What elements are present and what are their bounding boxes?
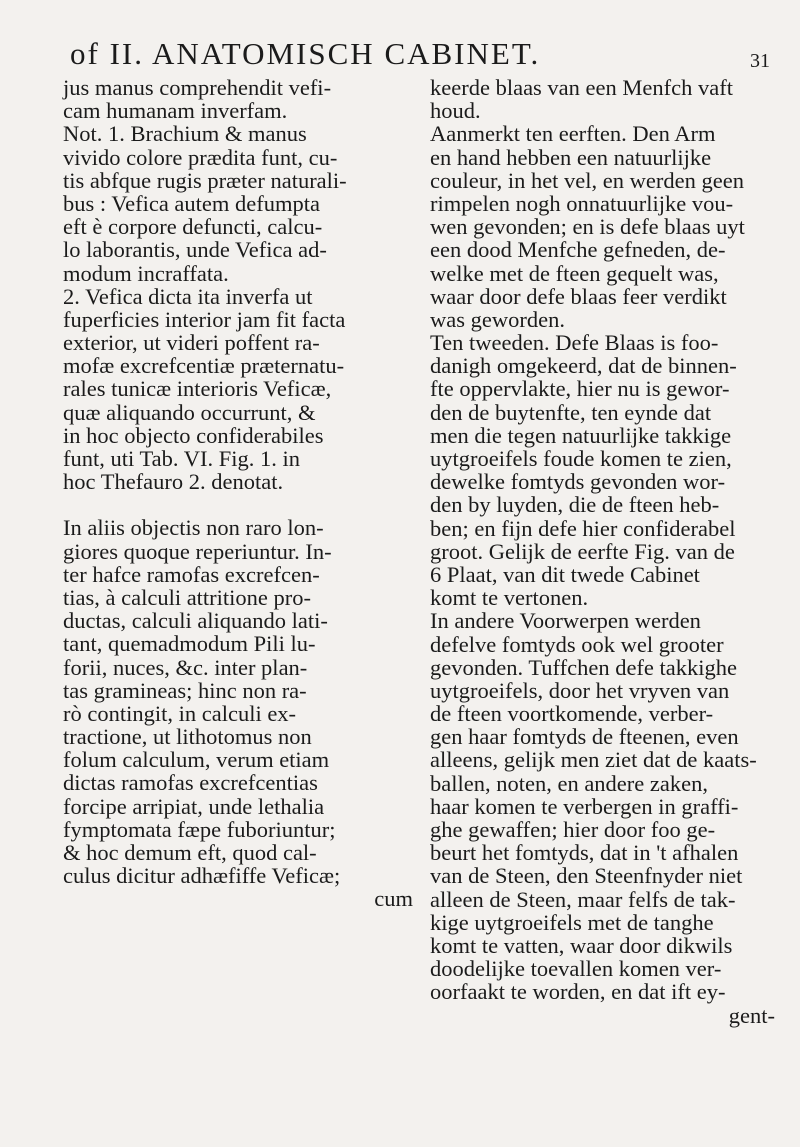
text-line: rales tunicæ interioris Veficæ, xyxy=(63,376,332,402)
text-line: cum xyxy=(374,886,413,912)
text-line: den de buytenfte, ten eynde dat xyxy=(430,399,712,425)
text-line: Not. 1. Brachium & manus xyxy=(63,121,307,147)
text-line: jus manus comprehendit vefi- xyxy=(63,75,332,100)
text-line: danigh omgekeerd, dat de binnen- xyxy=(430,353,737,379)
text-line: fuperficies interior jam fit facta xyxy=(63,306,346,332)
text-line: van de Steen, den Steenfnyder niet xyxy=(430,863,743,889)
text-line: gevonden. Tuffchen defe takkighe xyxy=(430,654,738,680)
text-line xyxy=(63,493,413,516)
text-line: ballen, noten, en andere zaken, xyxy=(430,770,708,796)
text-line: uytgroeifels, door het vryven van xyxy=(430,677,730,703)
text-line: een dood Menfche gefneden, de- xyxy=(430,237,726,263)
text-line: ben; en fijn defe hier confiderabel xyxy=(430,515,736,541)
text-line: de fteen voortkomende, verber- xyxy=(430,701,714,727)
text-line: vivido colore prædita funt, cu- xyxy=(63,144,338,170)
text-line: fymptomata fæpe fuboriuntur; xyxy=(63,816,336,842)
text-line: den by luyden, die de fteen heb- xyxy=(430,492,720,518)
text-line: tis abfque rugis præter naturali- xyxy=(63,167,347,193)
text-line: uytgroeifels foude komen te zien, xyxy=(430,446,732,471)
text-line: culus dicitur adhæfiffe Veficæ; xyxy=(63,863,341,889)
text-line: dewelke fomtyds gevonden wor- xyxy=(430,469,726,495)
text-line: waar door defe blaas feer verdikt xyxy=(430,283,727,309)
text-line: rimpelen nogh onnatuurlijke vou- xyxy=(430,190,734,216)
text-line: Aanmerkt ten eerften. Den Arm xyxy=(430,121,716,147)
text-line: oorfaakt te worden, en dat ift ey- xyxy=(430,979,726,1005)
text-line: was geworden. xyxy=(430,306,565,332)
text-line: tant, quemadmodum Pili lu- xyxy=(63,631,316,657)
text-line: alleen de Steen, maar felfs de tak- xyxy=(430,886,736,912)
text-line: tas gramineas; hinc non ra- xyxy=(63,677,307,703)
text-line: kige uytgroeifels met de tanghe xyxy=(430,909,714,935)
text-line: gent- xyxy=(728,1002,775,1028)
text-line: modum incraffata. xyxy=(63,260,229,286)
text-line: komt te vertonen. xyxy=(430,585,589,611)
text-line: forcipe arripiat, unde lethalia xyxy=(63,793,325,819)
text-line: cam humanam inverfam. xyxy=(63,98,288,124)
text-line: tias, à calculi attritione pro- xyxy=(63,584,312,610)
text-line: en hand hebben een natuurlijke xyxy=(430,144,712,170)
running-head xyxy=(70,36,770,80)
text-line: In aliis objectis non raro lon- xyxy=(63,515,324,541)
text-line: in hoc objecto confiderabiles xyxy=(63,422,324,448)
text-line: & hoc demum eft, quod cal- xyxy=(63,840,317,865)
text-line: ghe gewaffen; hier door foo ge- xyxy=(430,817,716,842)
text-line: 2. Vefica dicta ita inverfa ut xyxy=(63,283,313,309)
text-line: alleens, gelijk men ziet dat de kaats- xyxy=(430,747,757,773)
text-line: In andere Voorwerpen werden xyxy=(430,608,701,634)
text-line: couleur, in het vel, en werden geen xyxy=(430,167,744,193)
text-line: forii, nuces, &c. inter plan- xyxy=(63,654,308,680)
page-number: 31 xyxy=(750,50,770,72)
text-line: doodelijke toevallen komen ver- xyxy=(430,956,722,982)
text-line: giores quoque reperiuntur. In- xyxy=(63,538,332,564)
text-line: mofæ excrefcentiæ præternatu- xyxy=(63,353,345,379)
text-line: haar komen te verbergen in graffi- xyxy=(430,793,739,819)
text-line: Ten tweeden. Defe Blaas is foo- xyxy=(430,330,719,356)
text-line: wen gevonden; en is defe blaas uyt xyxy=(430,214,745,240)
text-line: lo laborantis, unde Vefica ad- xyxy=(63,237,327,263)
text-line: hoc Thefauro 2. denotat. xyxy=(63,469,284,495)
text-line: quæ aliquando occurrunt, & xyxy=(63,399,316,425)
text-line: rò contingit, in calculi ex- xyxy=(63,700,297,726)
text-line: ter hafce ramofas excrefcen- xyxy=(63,561,320,587)
text-line: fte oppervlakte, hier nu is gewor- xyxy=(430,376,730,402)
text-line: groot. Gelijk de eerfte Fig. van de xyxy=(430,538,735,564)
dutch-column xyxy=(430,76,775,1027)
text-line: defelve fomtyds ook wel grooter xyxy=(430,631,724,657)
running-title: of II. ANATOMISCH CABINET. xyxy=(70,36,541,71)
latin-column xyxy=(63,76,413,911)
text-line: tractione, ut lithotomus non xyxy=(63,724,312,750)
text-line: folum calculum, verum etiam xyxy=(63,747,330,773)
text-line: eft è corpore defuncti, calcu- xyxy=(63,214,323,240)
text-line: houd. xyxy=(430,98,481,124)
text-line: bus : Vefica autem defumpta xyxy=(63,190,321,216)
text-line: 6 Plaat, van dit twede Cabinet xyxy=(430,561,700,587)
text-line: gen haar fomtyds de fteenen, even xyxy=(430,724,739,750)
text-line: komt te vatten, waar door dikwils xyxy=(430,932,733,958)
text-line: men die tegen natuurlijke takkige xyxy=(430,422,732,448)
text-line: funt, uti Tab. VI. Fig. 1. in xyxy=(63,446,300,471)
text-line: exterior, ut videri poffent ra- xyxy=(63,330,320,356)
text-line: welke met de fteen gequelt was, xyxy=(430,260,719,286)
text-line: ductas, calculi aliquando lati- xyxy=(63,608,328,634)
text-line: beurt het fomtyds, dat in 't afhalen xyxy=(430,840,739,866)
text-line: dictas ramofas excrefcentias xyxy=(63,770,318,796)
text-line: keerde blaas van een Menfch vaft xyxy=(430,75,733,100)
